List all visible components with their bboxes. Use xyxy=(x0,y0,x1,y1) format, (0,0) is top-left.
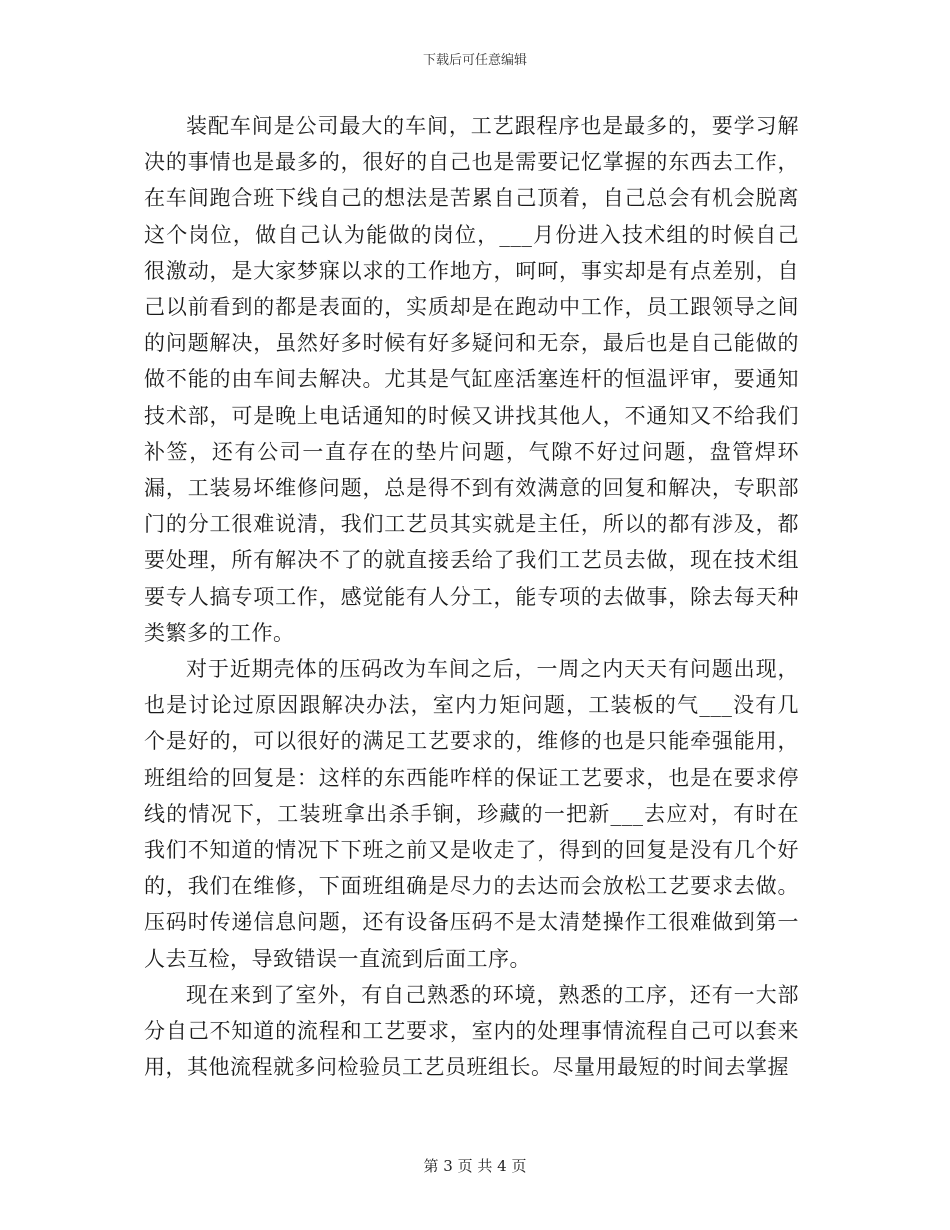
paragraph-1: 装配车间是公司最大的车间，工艺跟程序也是最多的，要学习解决的事情也是最多的，很好的自己也是需要记忆掌握的东西去工作，在车间跑合班下线自己的想法是苦累自己顶着，自己总会有机会脱离这个岗位，做自己认为能做的岗位，___月份进入技术组的时候自己很激动，是大家梦寐以求的工作地方，呵呵，事实却是有点差别，自己以前看到的都是表面的，实质却是在跑动中工作，员工跟领导之间的问题解决，虽然好多时候有好多疑问和无奈，最后也是自己能做的做不能的由车间去解决。尤其是气缸座活塞连杆的恒温评审，要通知技术部，可是晚上电话通知的时候又讲找其他人，不通知又不给我们补签，还有公司一直存在的垫片问题，气隙不好过问题，盘管焊环漏，工装易坏维修问题，总是得不到有效满意的回复和解决，专职部门的分工很难说清，我们工艺员其实就是主任，所以的都有涉及，都要处理，所有解决不了的就直接丢给了我们工艺员去做，现在技术组要专人搞专项工作，感觉能有人分工，能专项的去做事，除去每天种类繁多的工作。 xyxy=(144,114,799,645)
body-text xyxy=(144,108,799,1085)
page-number: 第 3 页 共 4 页 xyxy=(423,1157,527,1175)
page-header: 下载后可任意编辑 xyxy=(422,53,527,68)
paragraph-2: 对于近期壳体的压码改为车间之后，一周之内天天有问题出现，也是讨论过原因跟解决办法，室内力矩问题，工装板的气___没有几个是好的，可以很好的满足工艺要求的，维修的也是只能牵强能用，班组给的回复是：这样的东西能咋样的保证工艺要求，也是在要求停线的情况下，工装班拿出杀手锏，珍藏的一把新___去应对，有时在我们不知道的情况下下班之前又是收走了，得到的回复是没有几个好的，我们在维修，下面班组确是尽力的去达而会放松工艺要求去做。压码时传递信息问题，还有设备压码不是太清楚操作工很难做到第一人去互检，导致错误一直流到后面工序。 xyxy=(144,657,799,971)
paragraph-3: 现在来到了室外，有自己熟悉的环境，熟悉的工序，还有一大部分自己不知道的流程和工艺要求，室内的处理事情流程自己可以套来用，其他流程就多问检验员工艺员班组长。尽量用最短的时间去掌握 xyxy=(144,982,799,1080)
